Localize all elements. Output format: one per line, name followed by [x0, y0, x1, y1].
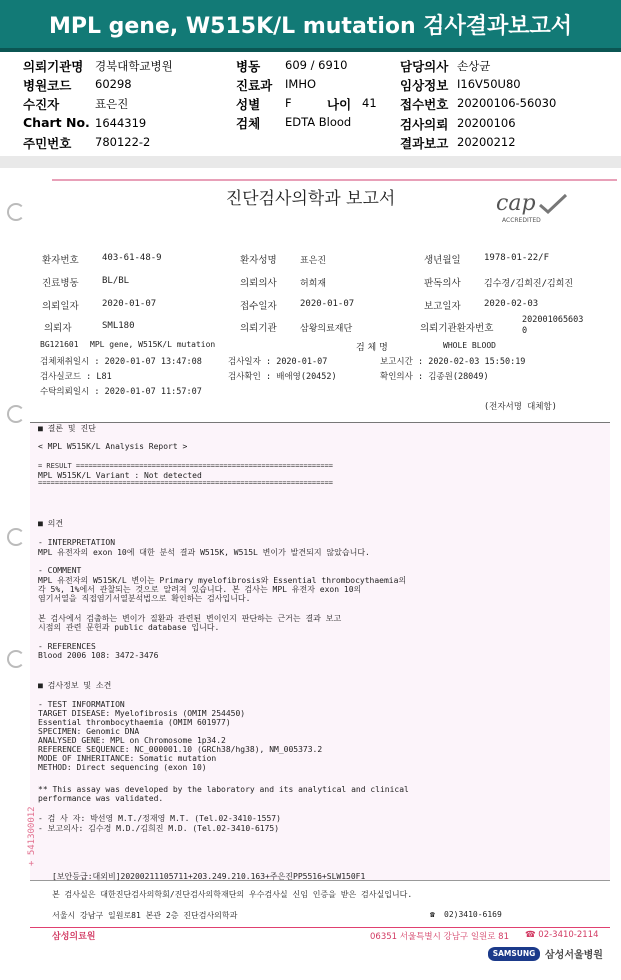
- value-receipt-date: 2020-01-07: [300, 299, 355, 309]
- label-requester: 의뢰자: [44, 323, 72, 334]
- label-receipt-date: 접수일자: [240, 301, 277, 312]
- label-requesting-doctor: 의뢰의사: [240, 278, 277, 289]
- assay-note: ** This assay was developed by the laboratory and its analytical and clinical: [38, 785, 409, 794]
- label-dob: 생년월일: [424, 255, 461, 266]
- test-info-line: ANALYSED GENE: MPL on Chromosome 1p34.2: [38, 736, 226, 745]
- label-specimen-name: 검 체 명: [356, 343, 388, 353]
- value-test-request: 20200106: [457, 116, 516, 130]
- label-institution-patient-no: 의뢰기관환자번호: [420, 323, 494, 334]
- value-institution-patient-no: 202001065603 0: [522, 315, 584, 336]
- comment-line: MPL 유전자의 W515K/L 변이는 Primary myelofibrosis와 Essential thrombocythaemia의: [38, 576, 407, 585]
- value-institution: 경북대학교병원: [95, 59, 173, 73]
- brand-phone: ☎ 02-3410-2114: [525, 930, 599, 940]
- tester-line: - 검 사 자: 박선영 M.T./정재영 M.T. (Tel.02-3410-1557): [38, 814, 281, 823]
- report-heading: 진단검사의학과 보고서: [225, 189, 396, 209]
- interpretation-text: MPL 유전자의 exon 10에 대한 분석 결과 W515K, W515L 변이가 발견되지 않았습니다.: [38, 548, 370, 557]
- value-patient: 표은진: [95, 97, 129, 111]
- phone-line: 02)3410-6169: [444, 910, 502, 919]
- meta-report-time: 보고시간 : 2020-02-03 15:50:19: [380, 357, 526, 367]
- result-rule: ======================================================================: [38, 479, 334, 487]
- test-info-line: METHOD: Direct sequencing (exon 10): [38, 763, 207, 772]
- report-title: MPL gene, W515K/L mutation 검사결과보고서: [48, 14, 573, 39]
- label-chart-no: Chart No.: [23, 115, 90, 130]
- meta-lab-code: 검사실코드 : L81: [40, 372, 112, 382]
- references-header: - REFERENCES: [38, 642, 96, 651]
- brand-address: 06351 서울특별시 강남구 일원로 81: [370, 932, 509, 942]
- binder-hole: [7, 650, 25, 668]
- value-department: IMHO: [285, 77, 317, 91]
- label-ward: 진료병동: [42, 278, 79, 289]
- label-doctor: 담당의사: [400, 59, 449, 74]
- value-specimen: EDTA Blood: [285, 115, 352, 129]
- meta-confirm-doctor: 확인의사 : 김종원(28049): [380, 372, 489, 382]
- label-patient-id: 환자번호: [42, 255, 79, 266]
- cap-logo: cap ACCREDITED: [494, 193, 574, 227]
- label-specimen: 검체: [236, 116, 261, 131]
- brand-left: 삼성의료원: [52, 932, 96, 942]
- label-clinical-info: 임상정보: [400, 78, 449, 93]
- value-resident-no: 780122-2: [95, 135, 151, 149]
- reference-line: Blood 2006 108: 3472-3476: [38, 651, 159, 660]
- meta-collection-time: 검체채취일시 : 2020-01-07 13:47:08: [40, 357, 202, 367]
- value-request-date: 2020-01-07: [102, 299, 157, 309]
- meta-consign-time: 수탁의뢰일시 : 2020-01-07 11:57:07: [40, 387, 202, 397]
- test-info-line: SPECIMEN: Genomic DNA: [38, 727, 140, 736]
- comment-line: 각 5%, 1%에서 관찰되는 것으로 알려져 있습니다. 본 검사는 MPL 유전자 exon 10의: [38, 585, 362, 594]
- label-request-date: 의뢰일자: [42, 301, 79, 312]
- label-resident-no: 주민번호: [23, 136, 72, 151]
- label-report-date: 보고일자: [424, 301, 461, 312]
- value-ward: 609 / 6910: [285, 58, 348, 72]
- brand-rule: [30, 927, 610, 928]
- label-test-request: 검사의뢰: [400, 117, 449, 132]
- value-doctor: 손상균: [457, 59, 491, 73]
- samsung-logo: SAMSUNG: [488, 947, 540, 961]
- side-serial-number: + 541300012: [27, 806, 37, 866]
- value-patient-id: 403-61-48-9: [102, 253, 162, 263]
- binder-hole: [7, 405, 25, 423]
- test-code: BG121601: [40, 340, 79, 349]
- test-info-line: TARGET DISEASE: Myelofibrosis (OMIM 254450): [38, 709, 246, 718]
- label-patient-name: 환자성명: [240, 255, 277, 266]
- value-requester: SML180: [102, 321, 135, 331]
- test-info-line: MODE OF INHERITANCE: Somatic mutation: [38, 754, 217, 763]
- comment-line: 본 검사에서 검출하는 변이가 질환과 관련된 변이인지 판단하는 근거는 결과 보고: [38, 614, 342, 623]
- analysis-report-title: < MPL W515K/L Analysis Report >: [38, 442, 188, 451]
- section-opinion: ■ 의견: [38, 519, 64, 528]
- address-line: 서울시 강남구 일원로81 본관 2층 진단검사의학과: [52, 911, 238, 920]
- value-sex: F: [285, 96, 292, 110]
- meta-e-signature: (전자서명 대체함): [484, 402, 557, 412]
- test-name: MPL gene, W515K/L mutation: [90, 340, 216, 349]
- body-top-rule: [30, 422, 610, 423]
- certification-line: 본 검사실은 대한진단검사의학회/진단검사의학재단의 우수검사실 신임 인증을 받은 검사실입니다.: [52, 890, 413, 899]
- comment-header: - COMMENT: [38, 566, 82, 575]
- value-clinical-info: I16V50U80: [457, 77, 521, 91]
- security-line: [보안등급:대외비]20200211105711+203.249.210.163+주은진PP5516+SLW150F1: [52, 872, 366, 881]
- binder-hole: [7, 528, 25, 546]
- label-age: 나이: [327, 97, 352, 112]
- value-dob: 1978-01-22/F: [484, 253, 550, 263]
- section-test-info: ■ 검사정보 및 소견: [38, 681, 112, 690]
- label-reading-doctor: 판독의사: [424, 278, 461, 289]
- meta-test-date: 검사일자 : 2020-01-07: [228, 357, 328, 367]
- checkmark-icon: [538, 193, 568, 215]
- label-request-institution: 의뢰기관: [240, 323, 277, 334]
- separator: [0, 156, 621, 168]
- value-chart-no: 1644319: [95, 116, 147, 130]
- value-result-report: 20200212: [457, 135, 516, 149]
- test-info-header: - TEST INFORMATION: [38, 700, 125, 709]
- label-sex: 성별: [236, 97, 261, 112]
- value-ward: BL/BL: [102, 276, 130, 286]
- value-reading-doctor: 김수경/김희진/김희진: [484, 279, 574, 289]
- section-conclusion: ■ 결론 및 진단: [38, 424, 96, 433]
- top-border-line: [52, 179, 617, 181]
- test-info-line: REFERENCE SEQUENCE: NC_000001.10 (GRCh38/hg38), NM_005373.2: [38, 745, 323, 754]
- label-institution: 의뢰기관명: [23, 59, 84, 74]
- value-report-date: 2020-02-03: [484, 299, 539, 309]
- meta-test-confirm: 검사확인 : 배애영(20452): [228, 372, 337, 382]
- value-specimen-name: WHOLE BLOOD: [443, 341, 496, 350]
- label-result-report: 결과보고: [400, 136, 449, 151]
- comment-line: 염기서열을 직접염기서열분석법으로 확인하는 검사입니다.: [38, 594, 251, 603]
- value-receipt-no: 20200106-56030: [457, 96, 557, 110]
- label-department: 진료과: [236, 78, 273, 93]
- value-request-institution: 삼왕의료재단: [300, 324, 353, 334]
- label-hospital-code: 병원코드: [23, 78, 72, 93]
- label-patient: 수진자: [23, 97, 60, 112]
- result-header: = RESULT =============================================================: [38, 462, 334, 470]
- title-bar: [0, 0, 621, 52]
- label-ward: 병동: [236, 59, 261, 74]
- value-requesting-doctor: 허희재: [300, 279, 327, 289]
- test-info-line: Essential thrombocythaemia (OMIM 601977): [38, 718, 231, 727]
- assay-note: performance was validated.: [38, 794, 164, 803]
- label-receipt-no: 접수번호: [400, 97, 449, 112]
- value-hospital-code: 60298: [95, 77, 132, 91]
- comment-line: 시점의 관련 문헌과 public database 입니다.: [38, 623, 220, 632]
- phone-icon: ☎: [430, 910, 435, 919]
- value-age: 41: [362, 96, 377, 110]
- interpretation-header: - INTERPRETATION: [38, 538, 116, 547]
- result-line: MPL W515K/L Variant : Not detected: [38, 471, 202, 480]
- reporter-line: - 보고의사: 김수경 M.D./김희진 M.D. (Tel.02-3410-6175): [38, 824, 280, 833]
- brand-right: 삼성서울병원: [545, 950, 603, 961]
- value-patient-name: 표은진: [300, 256, 327, 266]
